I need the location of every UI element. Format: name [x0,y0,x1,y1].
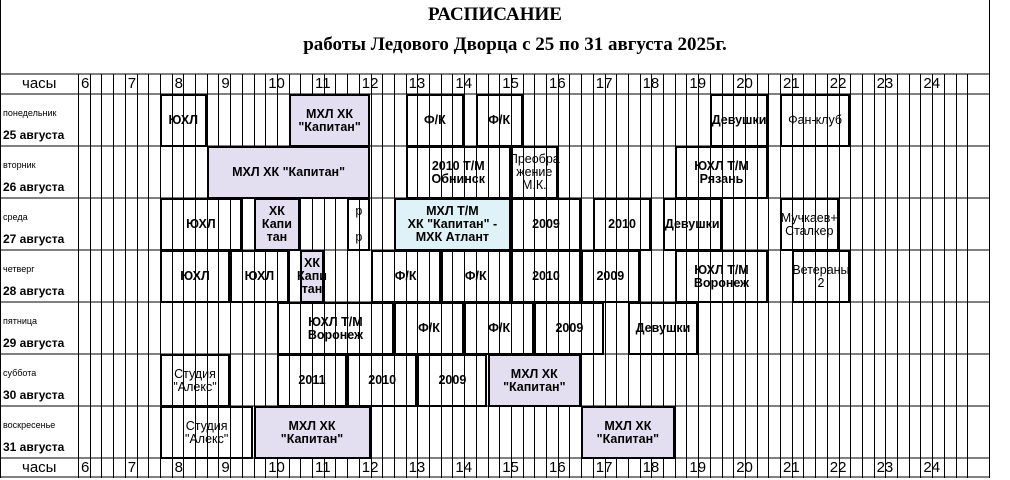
schedule-event [406,94,465,147]
schedule-event-label: МХЛ ХК "Капитан" [232,165,346,179]
schedule-event-label: Ф/К [464,269,487,283]
hour-label: 7 [127,459,137,476]
hour-label: 22 [829,75,847,92]
schedule-event-label: Девушки [664,217,720,231]
schedule-event-label: ЮХЛ [168,113,199,127]
schedule-event-label: Ф/К [423,113,446,127]
schedule-event [371,250,441,303]
day-date: 30 августа [3,388,65,402]
schedule-event [160,94,207,147]
day-date: 28 августа [3,284,65,298]
hour-label: 13 [408,459,426,476]
schedule-event-label: ХК Капи тан [297,256,327,296]
schedule-event-label: 2009 [596,269,625,283]
hour-label: 8 [174,75,183,92]
schedule-event-label: Ф/К [488,321,511,335]
schedule-event-label: ХК Капи тан [261,204,292,244]
schedule-event-label: Студия "Алекс" [173,366,217,394]
day-name: вторник [3,160,36,170]
schedule-event [160,354,230,407]
schedule-event-label: 2010 [368,373,397,387]
schedule-event [488,354,582,407]
schedule-event-label: Ф/К [488,113,511,127]
schedule-event-label: Фан-клуб [788,113,843,127]
day-name: пятница [3,316,38,326]
schedule-event [347,198,370,251]
hour-label: 10 [268,75,285,92]
schedule-event [464,302,534,355]
schedule-event [581,250,640,303]
schedule-event [675,146,769,199]
schedule-event [511,198,581,251]
schedule-event [254,406,371,459]
hour-label: 20 [736,75,753,92]
schedule-event [254,198,301,251]
hour-label: 15 [502,459,519,476]
schedule-event [441,250,511,303]
schedule-event-label: ЮХЛ Т/М Воронеж [307,314,363,342]
schedule-event [511,250,581,303]
hour-label: 9 [221,459,230,476]
hour-label: 14 [455,459,473,476]
hour-label: 15 [502,75,519,92]
hour-label: 17 [595,75,613,92]
schedule-event [476,94,523,147]
schedule-event [780,198,839,251]
schedule-event [710,94,769,147]
day-date: 31 августа [3,440,65,454]
hour-label: 18 [642,75,660,92]
hour-label: 6 [81,459,90,476]
day-name: воскресенье [3,420,56,430]
hour-label: 12 [361,75,379,92]
hours-footer-label: часы [22,459,57,476]
schedule-event-label: МХЛ ХК "Капитан" [503,366,566,394]
schedule-event [628,302,698,355]
schedule-event [160,406,254,459]
hour-label: 17 [595,459,613,476]
day-name: суббота [3,368,37,378]
hour-label: 9 [221,75,230,92]
schedule-event [417,354,487,407]
hour-label: 16 [549,75,566,92]
schedule-event-label: Девушки [635,321,691,335]
schedule-event-label: Ветераны 2 [792,262,850,290]
schedule-event-label: 2011 [298,373,326,387]
schedule-event-label: МХЛ ХК "Капитан" [596,418,660,446]
schedule-event-label: ЮХЛ Т/М Рязань [694,158,749,186]
schedule-event [792,250,851,303]
schedule-event [394,302,464,355]
hour-label: 23 [876,459,894,476]
hour-label: 24 [923,459,941,476]
hour-label: 20 [736,459,753,476]
hour-label: 12 [361,459,379,476]
schedule-event [675,250,769,303]
schedule-event [230,250,289,303]
schedule-event-label: Девушки [711,113,767,127]
schedule-event [277,354,347,407]
schedule-event-label: МХЛ ХК "Капитан" [298,106,361,134]
schedule-event-label: МХЛ Т/М ХК "Капитан" - МХК Атлант [407,204,498,244]
hour-label: 18 [642,459,660,476]
day-date: 26 августа [3,180,65,194]
schedule-event [581,406,675,459]
schedule-event-label: Студия "Алекс" [185,418,229,446]
hour-label: 6 [81,75,90,92]
schedule-event-label: р р [355,204,363,244]
day-name: четверг [3,264,35,274]
schedule-event-label: Мучкаев+ Сталкер [780,210,838,238]
hour-label: 21 [783,459,800,476]
schedule-event [207,146,371,199]
hour-label: 23 [876,75,894,92]
hour-label: 10 [268,459,285,476]
schedule-event-label: 2009 [438,373,467,387]
schedule-event [160,198,242,251]
hour-label: 19 [689,459,707,476]
hour-label: 16 [549,459,566,476]
schedule-event-label: ЮХЛ [186,217,216,231]
schedule-event [406,146,511,199]
schedule-event [347,354,417,407]
day-name: понедельник [3,108,57,118]
hour-label: 19 [689,75,707,92]
day-name: среда [3,212,28,222]
schedule-event [297,250,327,303]
schedule-event-label: 2009 [555,321,584,335]
schedule-event [160,250,230,303]
hour-label: 22 [829,459,847,476]
day-date: 29 августа [3,336,65,350]
schedule-event-label: 2010 [608,217,636,231]
schedule-event [593,198,652,251]
hour-label: 13 [408,75,426,92]
schedule-event [663,198,722,251]
day-date: 25 августа [3,128,65,142]
hour-label: 21 [783,75,800,92]
schedule-event-label: 2010 Т/М Обнинск [431,158,485,186]
hour-label: 7 [127,75,137,92]
hour-label: 8 [174,459,183,476]
schedule-event [277,302,394,355]
schedule-event-label: Ф/К [394,269,417,283]
hour-label: 11 [315,459,331,476]
schedule-event [508,146,560,199]
schedule-event [394,198,511,251]
schedule-event-label: ЮХЛ Т/М Воронеж [693,262,750,290]
schedule-event-label: Ф/К [418,321,440,335]
day-date: 27 августа [3,232,65,246]
schedule-event-label: 2009 [532,217,560,231]
hour-label: 11 [315,75,331,92]
schedule-event-label: ЮХЛ [244,269,275,283]
page-title: РАСПИСАНИЕ [428,4,562,25]
hour-label: 14 [455,75,473,92]
schedule-event-label: ЮХЛ [180,269,210,283]
schedule-event-label: МХЛ ХК "Капитан" [280,418,344,446]
schedule-event-label: Преобра жение М.К. [508,152,560,192]
page-subtitle: работы Ледового Дворца с 25 по 31 августа 2025г. [303,34,727,55]
schedule-event [780,94,850,147]
hours-header-label: часы [22,75,57,92]
schedule-event [289,94,371,147]
schedule-event-label: 2010 [532,269,560,283]
schedule-event [534,302,604,355]
hour-label: 24 [923,75,941,92]
